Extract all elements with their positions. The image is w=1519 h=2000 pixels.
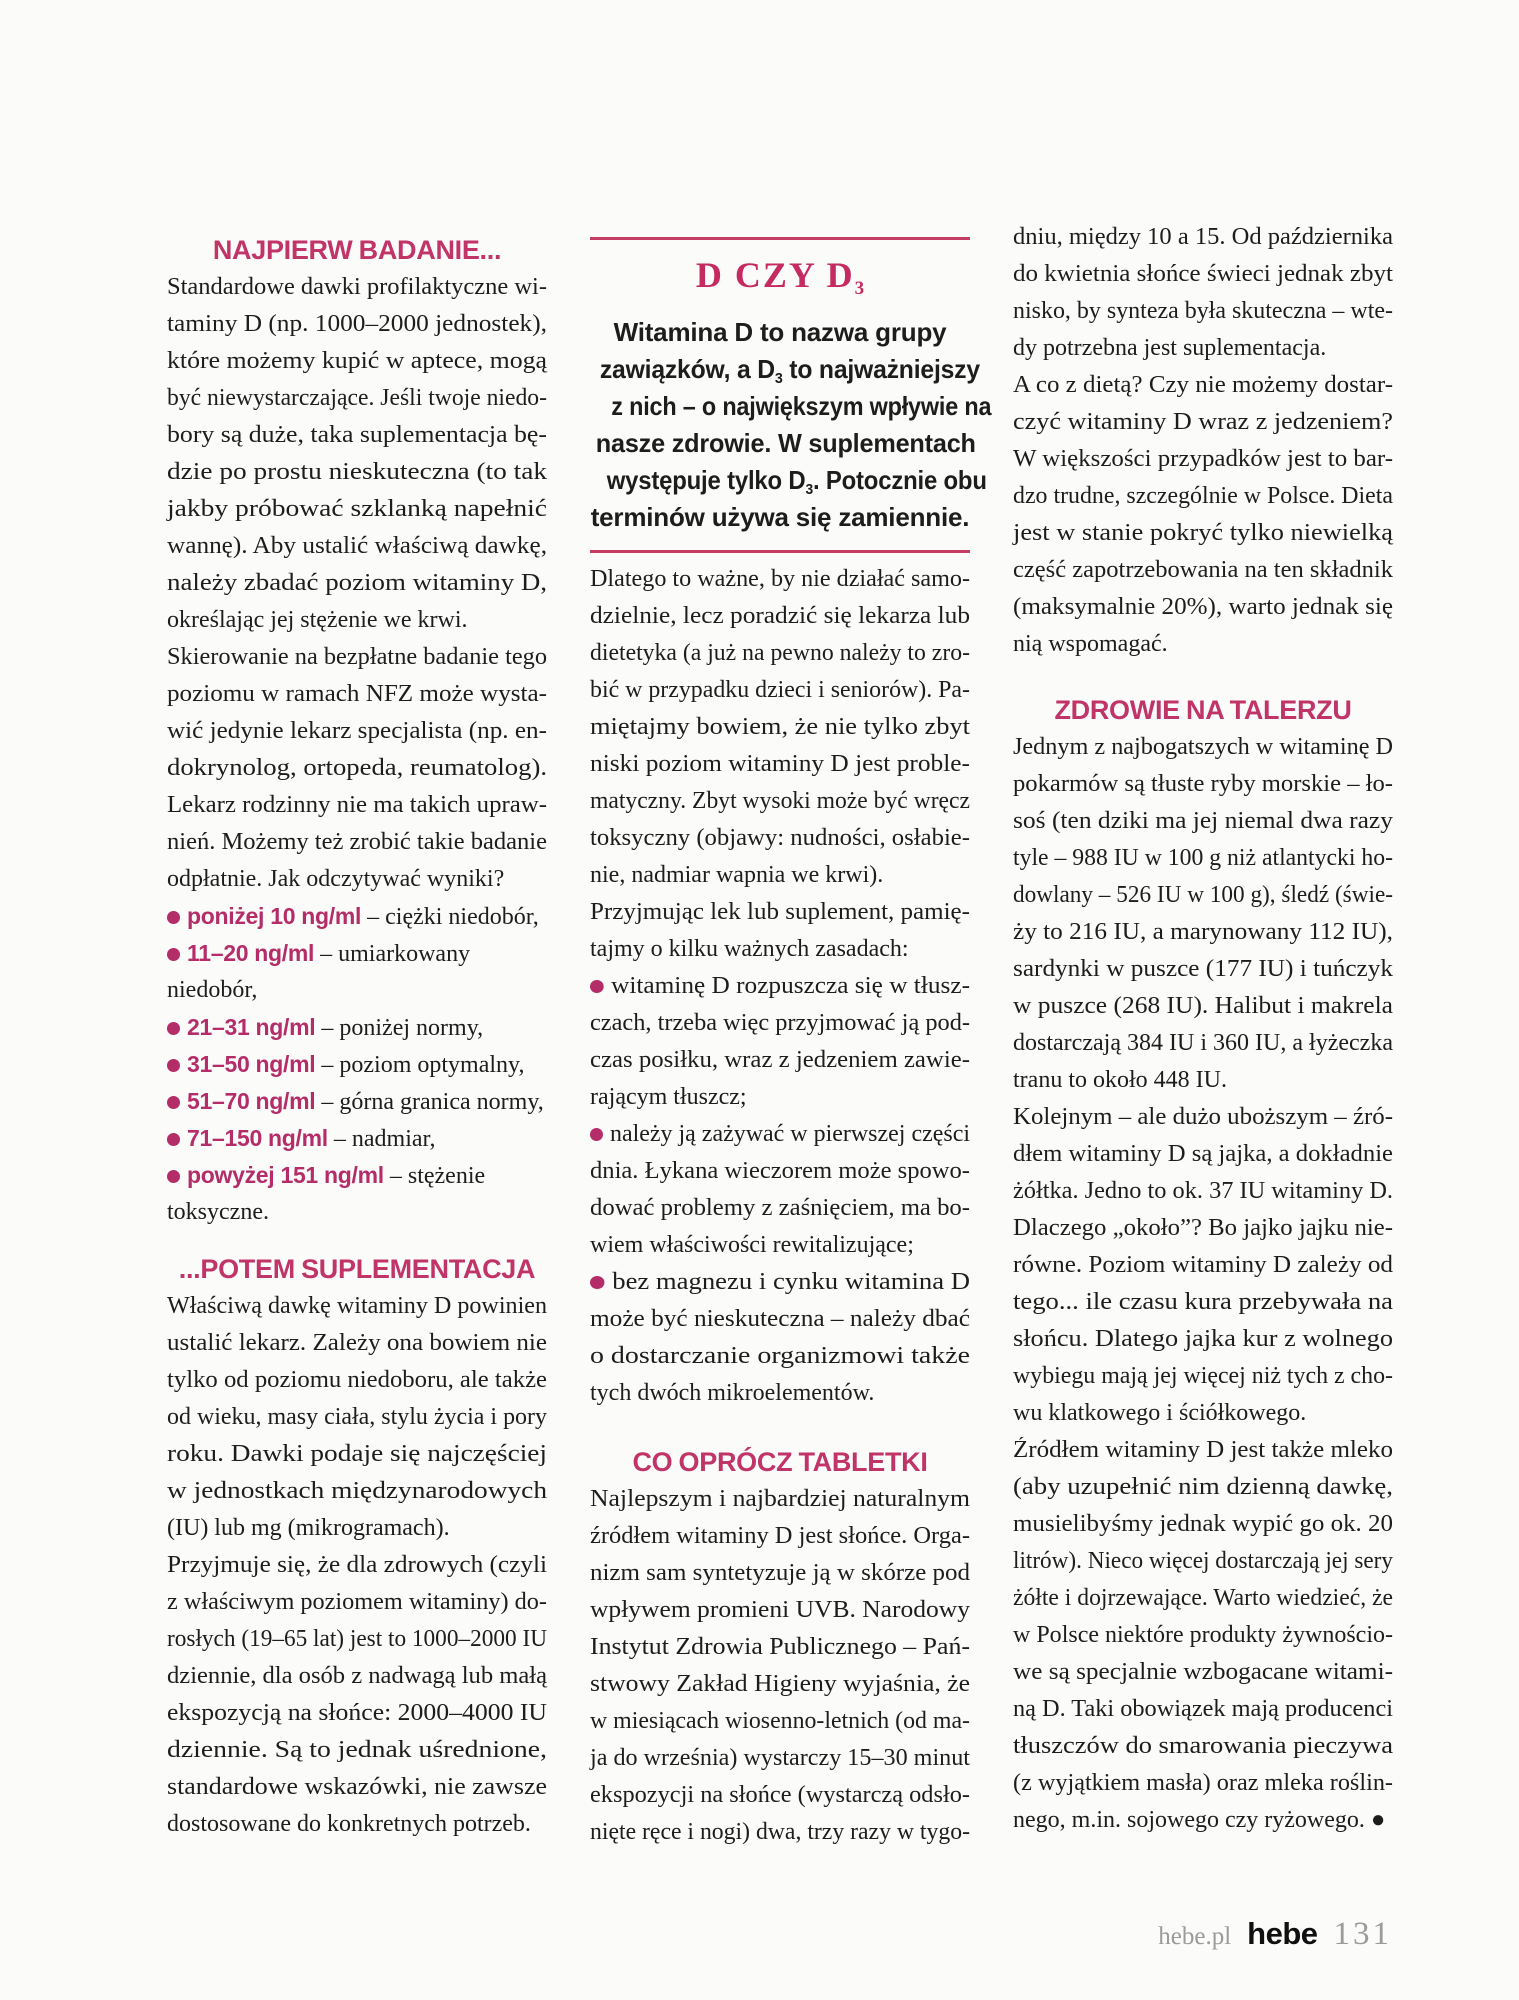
text-line	[590, 1338, 970, 1375]
line-content	[596, 425, 976, 462]
line-content: 31–50 ng/ml – poziom optymalny,	[167, 1046, 524, 1084]
bullet-icon	[167, 1022, 180, 1035]
text-line	[1013, 404, 1393, 441]
line-content: soś (ten dziki ma jej niemal dwa razy	[1013, 808, 1393, 834]
line-content: nizm sam syntetyzuje ją w skórze pod	[590, 1560, 970, 1586]
text-line	[1013, 988, 1393, 1025]
line-content: określając jej stężenie we krwi.	[167, 607, 468, 633]
bullet-icon	[590, 1276, 604, 1289]
text-segment: z nich – o największym wpływie na	[611, 391, 992, 421]
section-heading	[1013, 692, 1393, 729]
text-line	[1013, 626, 1393, 663]
text-line	[590, 561, 970, 598]
range-value: poniżej 10 ng/ml	[187, 903, 362, 929]
line-content: roku. Dawki podaje się najczęściej	[167, 1441, 547, 1467]
text-segment: . Potocznie obu	[812, 465, 987, 495]
text-line	[1013, 1136, 1393, 1173]
line-content: równe. Poziom witaminy D zależy od	[1013, 1252, 1393, 1278]
text-line	[590, 1264, 970, 1301]
text-line	[167, 639, 547, 676]
text-line	[167, 343, 547, 380]
line-content: musielibyśmy jednak wypić go ok. 20	[1013, 1511, 1393, 1537]
box-bold-line	[590, 388, 992, 425]
line-content: ekspozycją na słońce: 2000–4000 IU	[167, 1700, 547, 1726]
line-content: które możemy kupić w aptece, mogą	[167, 348, 547, 374]
line-content: wybiegu mają jej więcej niż tych z cho-	[1013, 1363, 1393, 1389]
line-content: wić jedynie lekarz specjalista (np. en-	[167, 718, 547, 744]
text-line	[1013, 803, 1393, 840]
line-content: 21–31 ng/ml – poniżej normy,	[167, 1009, 483, 1047]
line-content: bory są duże, taka suplementacja bę-	[167, 422, 547, 448]
line-content: dziennie. Są to jednak uśrednione,	[167, 1737, 547, 1763]
text-line	[167, 1732, 547, 1769]
text-line	[590, 1227, 970, 1264]
line-content: standardowe wskazówki, nie zawsze	[167, 1774, 547, 1800]
line-content: tłuszczów do smarowania pieczywa	[1013, 1733, 1393, 1759]
text-line	[167, 602, 547, 639]
text-line	[1013, 1099, 1393, 1136]
line-content: ną D. Taki obowiązek mają producenci	[1013, 1696, 1393, 1722]
text-line	[167, 491, 547, 528]
text-line	[167, 1769, 547, 1806]
line-content: źródłem witaminy D jest słońce. Orga-	[590, 1523, 970, 1549]
line-content: Najlepszym i najbardziej naturalnym	[590, 1486, 970, 1512]
text-line	[1013, 1802, 1393, 1839]
text-line	[167, 1473, 547, 1510]
text-line	[590, 1703, 970, 1740]
line-content: dniu, między 10 a 15. Od października	[1013, 224, 1393, 250]
text-line	[1013, 1617, 1393, 1654]
text-line	[1013, 1469, 1393, 1506]
text-line	[1013, 552, 1393, 589]
bullet-icon	[167, 1096, 180, 1109]
text-line	[1013, 914, 1393, 951]
line-content: poziomu w ramach NFZ może wysta-	[167, 681, 547, 707]
text-line	[590, 1592, 970, 1629]
line-content: dłem witaminy D są jajka, a dokładnie	[1013, 1141, 1393, 1167]
text-line	[1013, 1506, 1393, 1543]
text-line	[167, 787, 547, 824]
line-content: toksyczny (objawy: nudności, osłabie-	[590, 825, 970, 851]
text-line	[1013, 1432, 1393, 1469]
line-content: dy potrzebna jest suplementacja.	[1013, 335, 1327, 361]
page-number: 131	[1333, 1916, 1392, 1952]
bullet-icon	[167, 1133, 180, 1146]
line-content: tajmy o kilku ważnych zasadach:	[590, 936, 909, 962]
text-line	[1013, 330, 1393, 367]
text-segment: 3	[805, 481, 813, 498]
line-content: być niewystarczające. Jeśli twoje niedo-	[167, 385, 547, 411]
line-content: dzo trudne, szczególnie w Polsce. Dieta	[1013, 483, 1393, 509]
line-content: witaminę D rozpuszcza się w tłusz-	[590, 968, 970, 1005]
section-heading	[167, 232, 547, 269]
text-line	[590, 1153, 970, 1190]
text-segment: terminów używa się zamiennie.	[590, 502, 970, 532]
hebe-logo: hebe	[1247, 1916, 1318, 1951]
line-content: 51–70 ng/ml – górna granica normy,	[167, 1083, 544, 1121]
line-content: o dostarczanie organizmowi także	[590, 1343, 970, 1369]
line-content: dnia. Łykana wieczorem może spowo-	[590, 1158, 970, 1184]
line-content	[614, 314, 947, 351]
line-content: Jednym z najbogatszych w witaminę D	[1013, 734, 1393, 760]
range-value: 51–70 ng/ml	[187, 1088, 316, 1114]
text-line	[167, 380, 547, 417]
line-content: 71–150 ng/ml – nadmiar,	[167, 1120, 436, 1158]
text-line	[167, 565, 547, 602]
line-content: 11–20 ng/ml – umiarkowany	[167, 935, 470, 973]
text-line	[1013, 367, 1393, 404]
line-content: nią wspomagać.	[1013, 631, 1168, 657]
text-line	[1013, 766, 1393, 803]
line-content: do kwietnia słońce świeci jednak zbyt	[1013, 261, 1393, 287]
line-content: czyć witaminy D wraz z jedzeniem?	[1013, 409, 1393, 435]
text-line	[167, 1083, 547, 1120]
text-line	[1013, 1284, 1393, 1321]
bullet-icon	[167, 911, 180, 924]
line-content: może być nieskuteczna – należy dbać	[590, 1306, 970, 1332]
line-content: pokarmów są tłuste ryby morskie – ło-	[1013, 771, 1393, 797]
text-line	[167, 861, 547, 898]
text-line	[590, 709, 970, 746]
line-content	[611, 388, 991, 425]
heading-text: NAJPIERW BADANIE...	[212, 235, 502, 265]
line-content: taminy D (np. 1000–2000 jednostek),	[167, 311, 547, 337]
text-line	[167, 972, 547, 1009]
line-content	[607, 462, 987, 508]
text-line	[1013, 1395, 1393, 1432]
text-segment: nasze zdrowie. W suplementach	[595, 428, 976, 458]
line-content: (IU) lub mg (mikrogramach).	[167, 1515, 450, 1541]
text-line	[167, 454, 547, 491]
line-content: tego... ile czasu kura przebywała na	[1013, 1289, 1393, 1315]
line-content: wannę). Aby ustalić właściwą dawkę,	[167, 533, 547, 559]
line-content: ustalić lekarz. Zależy ona bowiem nie	[167, 1330, 547, 1356]
text-line	[590, 783, 970, 820]
bullet-icon	[590, 980, 604, 993]
text-line	[167, 1658, 547, 1695]
text-line	[590, 1079, 970, 1116]
heading-text: ...POTEM SUPLEMENTACJA	[178, 1254, 536, 1284]
site-url: hebe.pl	[1158, 1923, 1232, 1950]
bullet-icon	[167, 1059, 180, 1072]
text-line	[1013, 1728, 1393, 1765]
text-line	[590, 968, 970, 1005]
line-content: poniżej 10 ng/ml – ciężki niedobór,	[167, 898, 539, 936]
line-content: A co z dietą? Czy nie możemy dostar-	[1013, 372, 1393, 398]
text-line	[1013, 1691, 1393, 1728]
line-content: w miesiącach wiosenno-letnich (od ma-	[590, 1708, 970, 1734]
text-line	[1013, 1062, 1393, 1099]
text-line	[1013, 256, 1393, 293]
line-content: wu klatkowego i ściółkowego.	[1013, 1400, 1307, 1426]
text-line	[167, 898, 547, 935]
box-bold-line	[590, 351, 980, 388]
line-content: czas posiłku, wraz z jedzeniem zawie-	[590, 1047, 970, 1073]
line-content: jest w stanie pokryć tylko niewielką	[1013, 520, 1393, 546]
line-content: wpływem promieni UVB. Narodowy	[590, 1597, 970, 1623]
text-line	[1013, 589, 1393, 626]
text-line	[1013, 1654, 1393, 1691]
text-line	[590, 1629, 970, 1666]
text-segment: występuje tylko D	[606, 465, 806, 495]
line-content: ekspozycji na słońce (wystarczą odsło-	[590, 1782, 970, 1808]
title-main: D CZY D	[695, 255, 855, 295]
text-line	[167, 306, 547, 343]
text-line	[167, 1695, 547, 1732]
line-content: Przyjmując lek lub suplement, pamię-	[590, 899, 970, 925]
range-value: powyżej 151 ng/ml	[187, 1162, 384, 1188]
text-line	[590, 1005, 970, 1042]
text-line	[590, 931, 970, 968]
text-segment: Witamina D to nazwa grupy	[613, 317, 947, 347]
line-content: dostarczają 384 IU i 360 IU, a łyżeczka	[1013, 1030, 1393, 1056]
line-content: stwowy Zakład Higieny wyjaśnia, że	[590, 1671, 970, 1697]
line-content: Instytut Zdrowia Publicznego – Pań-	[590, 1634, 970, 1660]
text-line	[590, 1042, 970, 1079]
box-bold-line	[590, 462, 987, 499]
paragraph	[1013, 219, 1393, 663]
page-footer	[1158, 1916, 1392, 1953]
text-line	[167, 269, 547, 306]
line-content: Dlaczego „około”? Bo jajko jajku nie-	[1013, 1215, 1393, 1241]
text-line	[167, 824, 547, 861]
bullet-icon	[167, 948, 180, 961]
text-line	[1013, 1321, 1393, 1358]
text-line	[1013, 515, 1393, 552]
text-line	[167, 528, 547, 565]
line-content: Przyjmuje się, że dla zdrowych (czyli	[167, 1552, 547, 1578]
line-content: Właściwą dawkę witaminy D powinien	[167, 1293, 547, 1319]
text-line	[590, 1375, 970, 1412]
text-line	[590, 1666, 970, 1703]
text-line	[167, 750, 547, 787]
line-content: ja do września) wystarczy 15–30 minut	[590, 1745, 970, 1771]
range-value: 71–150 ng/ml	[187, 1125, 328, 1151]
text-line	[1013, 1358, 1393, 1395]
column-left	[167, 232, 547, 1843]
text-line	[1013, 219, 1393, 256]
text-line	[167, 1157, 547, 1194]
text-segment: to najważniejszy	[782, 354, 980, 384]
text-line	[1013, 1580, 1393, 1617]
line-content: (maksymalnie 20%), warto jednak się	[1013, 594, 1393, 620]
text-line	[167, 1120, 547, 1157]
paragraph	[167, 898, 547, 1231]
box-bold-line	[590, 314, 970, 351]
line-content: nego, m.in. sojowego czy ryżowego. ●	[1013, 1807, 1386, 1833]
text-line	[590, 1518, 970, 1555]
text-line	[1013, 1173, 1393, 1210]
line-content: bez magnezu i cynku witamina D	[590, 1264, 970, 1301]
box-bold-line	[590, 425, 976, 462]
line-content: sardynki w puszce (177 IU) i tuńczyk	[1013, 956, 1393, 982]
line-content: ży to 216 IU, a marynowany 112 IU),	[1013, 919, 1393, 945]
line-content: litrów). Nieco więcej dostarczają jej sery	[1013, 1548, 1393, 1574]
line-content: miętajmy bowiem, że nie tylko zbyt	[590, 714, 970, 740]
line-content: słońcu. Dlatego jajka kur z wolnego	[1013, 1326, 1393, 1352]
paragraph	[167, 269, 547, 898]
line-content: dzielnie, lecz poradzić się lekarza lub	[590, 603, 970, 629]
text-line	[167, 1510, 547, 1547]
text-line	[590, 1777, 970, 1814]
text-line	[167, 1547, 547, 1584]
line-content: w jednostkach międzynarodowych	[167, 1478, 547, 1504]
title-subscript: 3	[854, 278, 865, 299]
text-line	[167, 1436, 547, 1473]
text-line	[167, 1621, 547, 1658]
line-content: dować problemy z zaśnięciem, ma bo-	[590, 1195, 970, 1221]
text-line	[167, 1009, 547, 1046]
line-content: dowlany – 526 IU w 100 g), śledź (świe-	[1013, 882, 1393, 908]
column-right	[1013, 219, 1393, 1839]
text-line	[1013, 1765, 1393, 1802]
paragraph	[1013, 729, 1393, 1839]
section-heading	[167, 1251, 547, 1288]
line-content: Źródłem witaminy D jest także mleko	[1013, 1437, 1393, 1463]
text-line	[590, 746, 970, 783]
line-content: dietetyka (a już na pewno należy to zro-	[590, 640, 970, 666]
text-line	[1013, 441, 1393, 478]
text-line	[590, 1481, 970, 1518]
paragraph	[590, 561, 970, 1412]
line-content: (z wyjątkiem masła) oraz mleka roślin-	[1013, 1770, 1393, 1796]
text-line	[167, 1046, 547, 1083]
text-line	[1013, 293, 1393, 330]
range-value: 11–20 ng/ml	[187, 940, 315, 966]
range-value: 31–50 ng/ml	[187, 1051, 316, 1077]
text-line	[590, 1555, 970, 1592]
text-line	[590, 1116, 970, 1153]
text-line	[167, 676, 547, 713]
paragraph	[167, 1288, 547, 1843]
line-content: należy ją zażywać w pierwszej części	[590, 1116, 970, 1153]
heading-text: CO OPRÓCZ TABLETKI	[632, 1447, 928, 1477]
line-content: nie, nadmiar wapnia we krwi).	[590, 862, 884, 888]
line-content: bić w przypadku dzieci i seniorów). Pa-	[590, 677, 970, 703]
text-line	[167, 1806, 547, 1843]
column-middle	[590, 237, 992, 1851]
text-line	[167, 1584, 547, 1621]
line-content: wiem właściwości rewitalizujące;	[590, 1232, 914, 1258]
text-line	[1013, 478, 1393, 515]
line-content: toksyczne.	[167, 1199, 269, 1225]
line-content: niedobór,	[167, 977, 258, 1003]
line-content: rającym tłuszcz;	[590, 1084, 747, 1110]
text-line	[590, 857, 970, 894]
text-line	[167, 1399, 547, 1436]
line-content: Standardowe dawki profilaktyczne wi-	[167, 274, 547, 300]
text-line	[1013, 1543, 1393, 1580]
text-line	[590, 598, 970, 635]
text-line	[590, 672, 970, 709]
line-content: tranu to około 448 IU.	[1013, 1067, 1227, 1093]
text-line	[590, 1301, 970, 1338]
info-box	[590, 237, 992, 553]
line-content: we są specjalnie wzbogacane witami-	[1013, 1659, 1393, 1685]
text-segment: 3	[774, 370, 783, 387]
bullet-icon	[590, 1128, 603, 1141]
text-line	[590, 820, 970, 857]
text-line	[590, 894, 970, 931]
line-content: od wieku, masy ciała, stylu życia i pory	[167, 1404, 547, 1430]
text-line	[1013, 1210, 1393, 1247]
text-line	[167, 1325, 547, 1362]
line-content: należy zbadać poziom witaminy D,	[167, 570, 547, 596]
bullet-icon	[167, 1170, 180, 1183]
line-content: Kolejnym – ale dużo uboższym – źró-	[1013, 1104, 1393, 1130]
line-content: Skierowanie na bezpłatne badanie tego	[167, 644, 547, 670]
line-content: czach, trzeba więc przyjmować ją pod-	[590, 1010, 970, 1036]
text-line	[167, 935, 547, 972]
line-content: w Polsce niektóre produkty żywnościo-	[1013, 1622, 1393, 1648]
line-content: z właściwym poziomem witaminy) do-	[167, 1589, 547, 1615]
line-content: dziennie, dla osób z nadwagą lub małą	[167, 1663, 547, 1689]
line-content: nięte ręce i nogi) dwa, trzy razy w tygo-	[590, 1819, 970, 1845]
line-content: w puszce (268 IU). Halibut i makrela	[1013, 993, 1393, 1019]
text-line	[1013, 840, 1393, 877]
line-content: część zapotrzebowania na ten składnik	[1013, 557, 1393, 583]
line-content: tylko od poziomu niedoboru, ale także	[167, 1367, 547, 1393]
line-content: nisko, by synteza była skuteczna – wte-	[1013, 298, 1393, 324]
text-line	[590, 1190, 970, 1227]
line-content: dostosowane do konkretnych potrzeb.	[167, 1811, 531, 1837]
range-value: 21–31 ng/ml	[187, 1014, 316, 1040]
text-line	[590, 635, 970, 672]
paragraph	[590, 1481, 970, 1851]
text-line	[1013, 951, 1393, 988]
line-content: tyle – 988 IU w 100 g niż atlantycki ho-	[1013, 845, 1393, 871]
line-content: żółtka. Jedno to ok. 37 IU witaminy D.	[1013, 1178, 1393, 1204]
text-line	[1013, 877, 1393, 914]
line-content: nień. Możemy też zrobić takie badanie	[167, 829, 547, 855]
text-line	[167, 1194, 547, 1231]
line-content: niski poziom witaminy D jest proble-	[590, 751, 970, 777]
box-title	[590, 250, 970, 314]
line-content: jakby próbować szklanką napełnić	[167, 496, 547, 522]
line-content: dzie po prostu nieskuteczna (to tak	[167, 459, 547, 485]
line-content: żółte i dojrzewające. Warto wiedzieć, że	[1013, 1585, 1393, 1611]
line-content: odpłatnie. Jak odczytywać wyniki?	[167, 866, 505, 892]
line-content: tych dwóch mikroelementów.	[590, 1380, 875, 1406]
text-line	[590, 1740, 970, 1777]
line-content: powyżej 151 ng/ml – stężenie	[167, 1157, 485, 1195]
text-line	[167, 713, 547, 750]
line-content: Lekarz rodzinny nie ma takich upraw-	[167, 792, 547, 818]
heading-text: ZDROWIE NA TALERZU	[1054, 695, 1352, 725]
line-content: dokrynolog, ortopeda, reumatolog).	[167, 755, 547, 781]
line-content: W większości przypadków jest to bar-	[1013, 446, 1393, 472]
line-content: matyczny. Zbyt wysoki może być wręcz	[590, 788, 970, 814]
text-line	[167, 1288, 547, 1325]
line-content: rosłych (19–65 lat) jest to 1000–2000 IU	[167, 1626, 547, 1652]
text-line	[167, 1362, 547, 1399]
text-line	[590, 1814, 970, 1851]
section-heading	[590, 1444, 970, 1481]
box-title-text	[696, 250, 864, 314]
text-line	[1013, 1247, 1393, 1284]
line-content: (aby uzupełnić nim dzienną dawkę,	[1013, 1474, 1393, 1500]
text-segment: zawiązków, a D	[599, 354, 775, 384]
line-content: Dlatego to ważne, by nie działać samo-	[590, 566, 970, 592]
text-line	[167, 417, 547, 454]
text-line	[1013, 729, 1393, 766]
text-line	[1013, 1025, 1393, 1062]
